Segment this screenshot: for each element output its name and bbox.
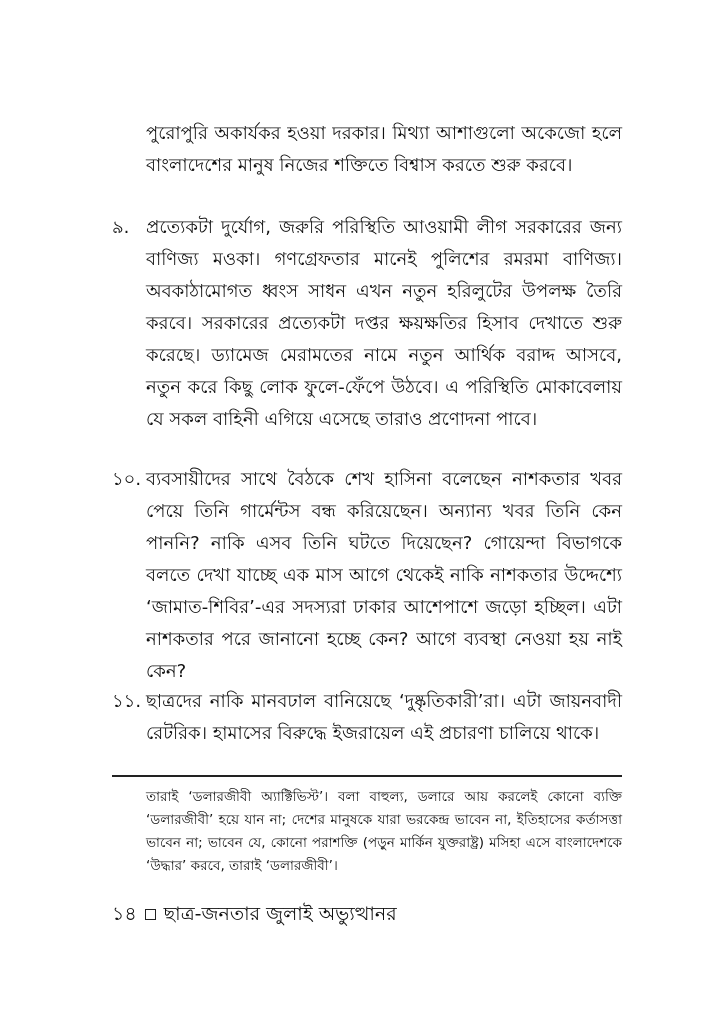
opening-paragraph: পুরোপুরি অকার্যকর হওয়া দরকার। মিথ্যা আশাগুলো অকেজো হলে বাংলাদেশের মানুষ নিজের শক্তিতে বিশ্বাস করতে শুরু করবে। bbox=[146, 123, 622, 176]
item-number: ১০. bbox=[112, 469, 142, 490]
item-text: প্রত্যেকটা দুর্যোগ, জরুরি পরিস্থিতি আওয়ামী লীগ সরকারের জন্য বাণিজ্য মওকা। গণগ্রেফতার মানেই পুলিশের রমরমা বাণিজ্য। অবকাঠামোগত ধ্বংস সাধন এখন নতুন হরিলুটের উপলক্ষ তৈরি করবে। সরকারের প্রত্যেকটা দপ্তর ক্ষয়ক্ষতির হিসাব দেখাতে শুরু করেছে। ড্যামেজ মেরামতের নামে নতুন আর্থিক বরাদ্দ আসবে, নতুন করে কিছু লোক ফুলে-ফেঁপে উঠবে। এ পরিস্থিতি মোকাবেলায় যে সকল বাহিনী এগিয়ে এসেছে তারাও প্রণোদনা পাবে। bbox=[146, 217, 622, 430]
item-text: ব্যবসায়ীদের সাথে বৈঠকে শেখ হাসিনা বলেছেন নাশকতার খবর পেয়ে তিনি গার্মেন্টস বন্ধ করিয়েছেন। অন্যান্য খবর তিনি কেন পাননি? নাকি এসব তিনি ঘটতে দিয়েছেন? গোয়েন্দা বিভাগকে বলতে দেখা যাচ্ছে এক মাস আগে থেকেই নাকি নাশকতার উদ্দেশ্যে ‘জামাত-শিবির’-এর সদস্যরা ঢাকার আশেপাশে জড়ো হচ্ছিল। এটা নাশকতার পরে জানানো হচ্ছে কেন? আগে ব্যবস্থা নেওয়া হয় নাই কেন? bbox=[146, 469, 622, 682]
footnote: তারাই ‘ডলারজীবী অ্যাক্টিভিস্ট’। বলা বাহুল্য, ডলারে আয় করলেই কোনো ব্যক্তি ‘ডলারজীবী’ হয়ে যান না; দেশের মানুষকে যারা ভরকেন্দ্র ভাবেন না, ইতিহাসের কর্তাসত্তা ভাবেন না; ভাবেন যে, কোনো পরাশক্তি (পড়ুন মার্কিন যুক্তরাষ্ট্র) মসিহা এসে বাংলাদেশকে ‘উদ্ধার’ করবে, তারাই ‘ডলারজীবী’। bbox=[146, 789, 622, 874]
footnote-divider bbox=[112, 775, 622, 777]
hollow-square-icon bbox=[145, 909, 156, 920]
item-number: ১১. bbox=[112, 691, 142, 712]
list-item bbox=[112, 212, 622, 436]
page-number: ১৪ bbox=[112, 903, 137, 925]
list-item bbox=[112, 464, 622, 688]
item-text: ছাত্রদের নাকি মানবঢাল বানিয়েছে ‘দুষ্কৃতিকারী’রা। এটা জায়নবাদী রেটরিক। হামাসের বিরুদ্ধে ইজরায়েল এই প্রচারণা চালিয়ে থাকে। bbox=[146, 691, 622, 744]
list-item bbox=[112, 686, 622, 750]
item-number: ৯. bbox=[112, 217, 130, 238]
book-title: ছাত্র-জনতার জুলাই অভ্যুত্থানর bbox=[163, 903, 397, 925]
page-footer bbox=[112, 899, 397, 929]
